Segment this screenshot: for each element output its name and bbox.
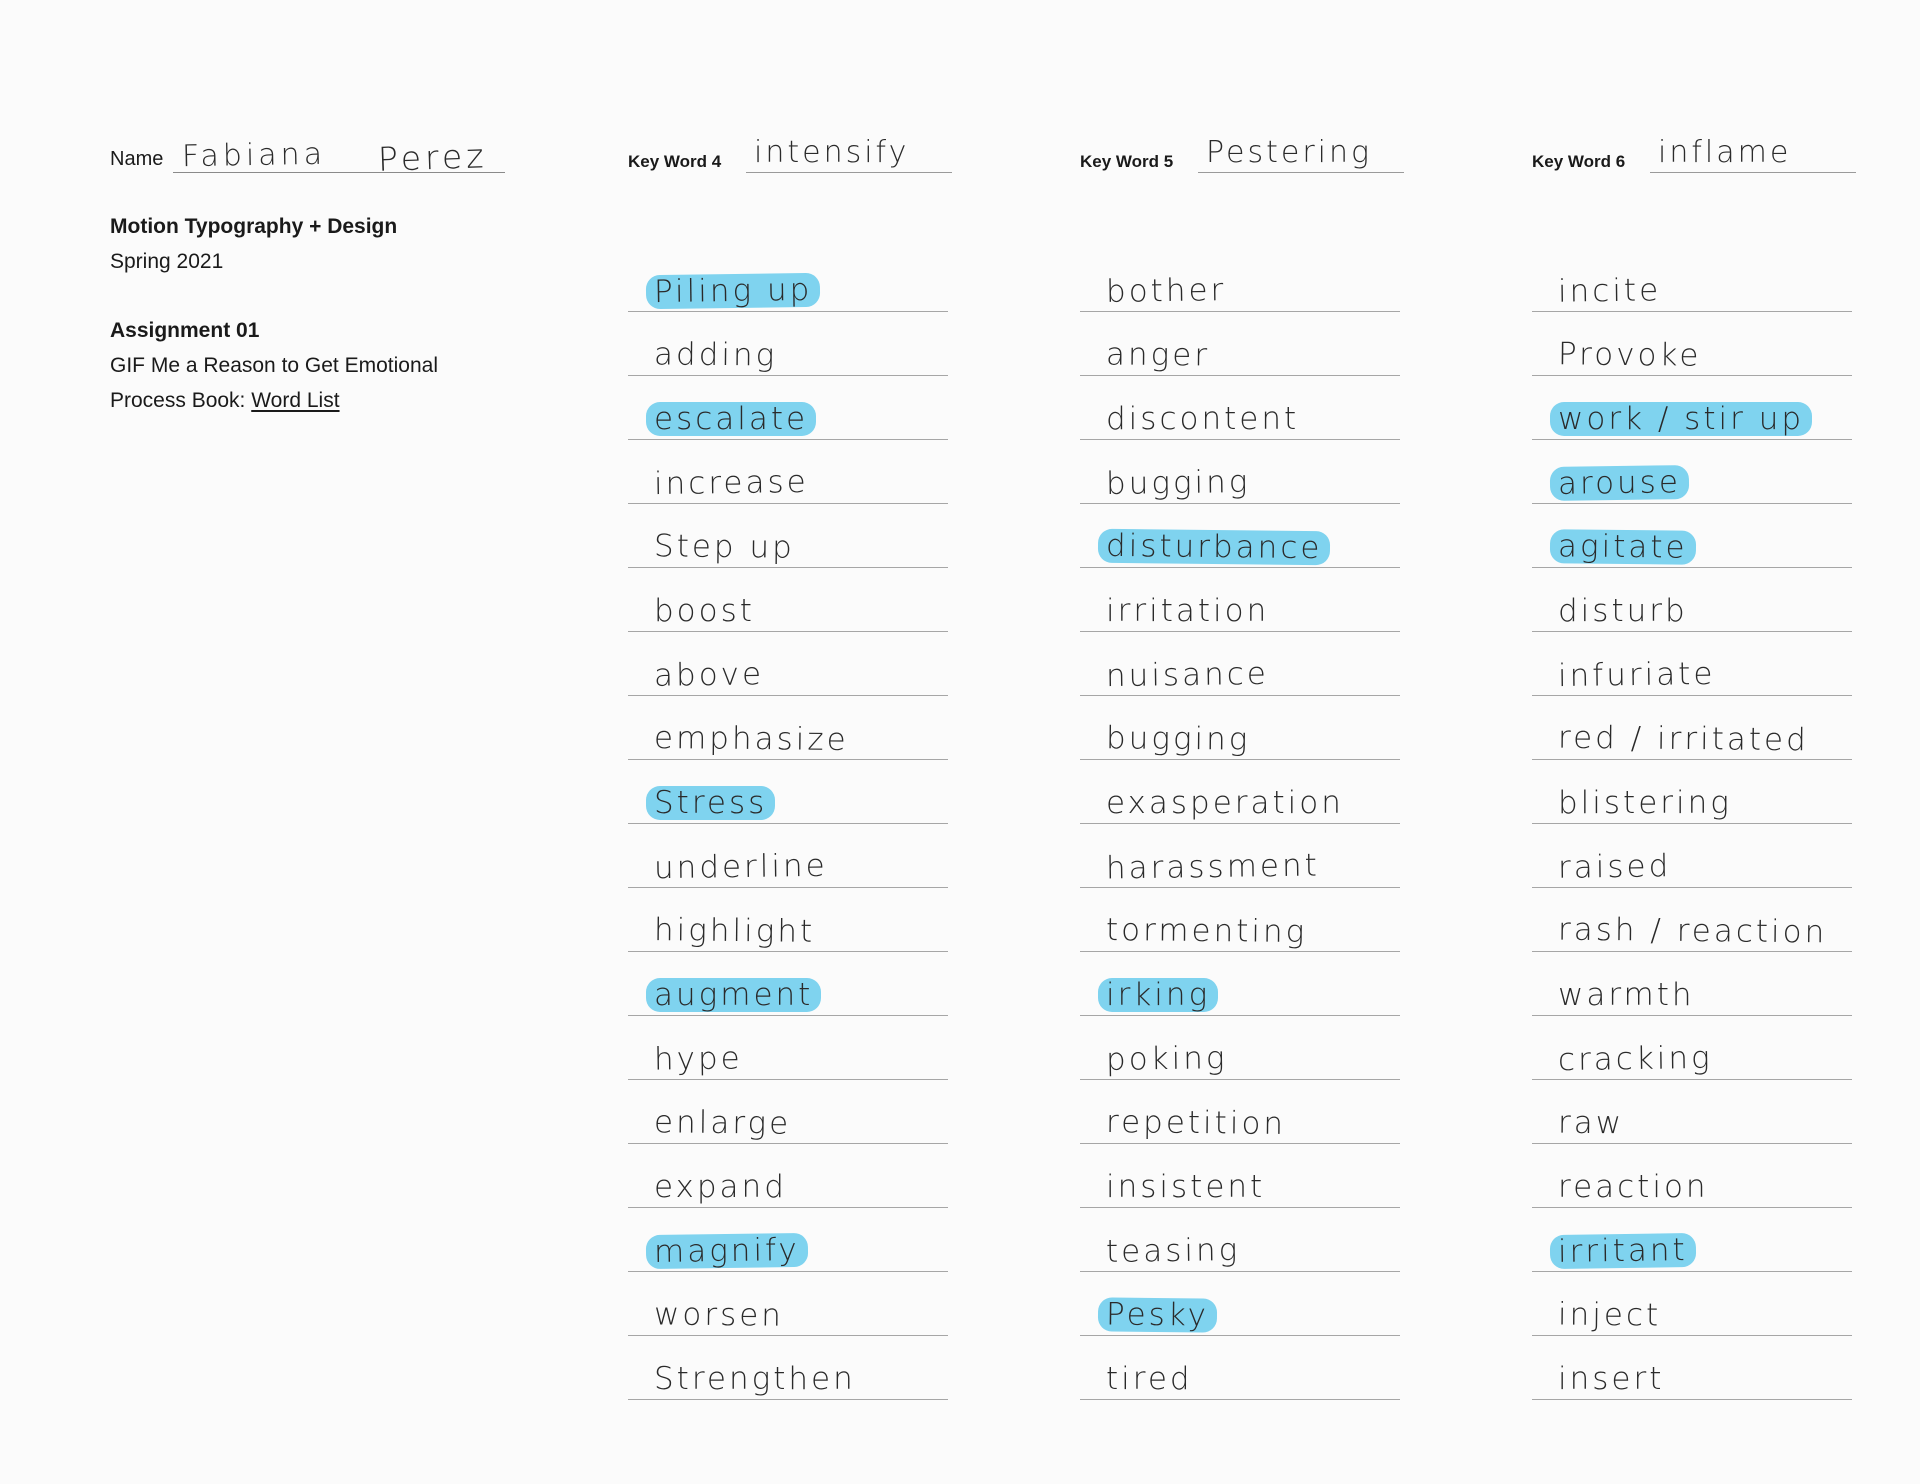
- word-row: [1532, 704, 1852, 768]
- handwritten-first-name: Fabiana: [181, 136, 327, 175]
- highlighted-word: agitate: [1550, 529, 1696, 565]
- highlighted-word: disturbance: [1098, 529, 1331, 565]
- word-row: [628, 704, 948, 768]
- word-row: [1532, 1088, 1852, 1152]
- word: red / irritated: [1557, 719, 1809, 759]
- word-row: [628, 384, 948, 448]
- handwritten-last-name: Perez: [377, 136, 489, 179]
- word-row: [1080, 384, 1400, 448]
- word-row: [628, 1024, 948, 1088]
- keyword-column-6: [1532, 0, 1852, 1484]
- word: enlarge: [653, 1104, 792, 1142]
- word: warmth: [1558, 977, 1695, 1013]
- word-row: [1532, 1024, 1852, 1088]
- keyword-label: Key Word 4: [628, 152, 722, 171]
- word: cracking: [1557, 1039, 1713, 1079]
- process-book-prefix: Process Book:: [110, 389, 252, 412]
- word-row: [1532, 640, 1852, 704]
- word: harassment: [1105, 847, 1321, 887]
- keyword-underline: [1198, 172, 1404, 173]
- assignment-title: GIF Me a Reason to Get Emotional: [110, 354, 438, 377]
- word-row: [1080, 640, 1400, 704]
- keyword-underline: [746, 172, 952, 173]
- word-row: [1080, 1280, 1400, 1344]
- word: repetition: [1105, 1104, 1287, 1142]
- word: irritation: [1106, 593, 1270, 629]
- keyword-underline: [1650, 172, 1856, 173]
- word-row: [1080, 832, 1400, 896]
- word-row: [628, 832, 948, 896]
- highlighted-word: augment: [646, 978, 821, 1012]
- word: infuriate: [1557, 655, 1716, 695]
- word-row: [1532, 320, 1852, 384]
- highlighted-word: Pesky: [1098, 1297, 1217, 1332]
- keyword-label: Key Word 5: [1080, 152, 1174, 171]
- word-row: [1532, 256, 1852, 320]
- word: bother: [1105, 272, 1227, 310]
- word-row: [1080, 320, 1400, 384]
- highlighted-word: irking: [1098, 978, 1218, 1012]
- assignment-number: Assignment 01: [110, 319, 260, 342]
- keyword-handwritten-value: inflame: [1658, 135, 1792, 170]
- word-row: [1080, 1344, 1400, 1408]
- word: teasing: [1105, 1232, 1241, 1270]
- word: hype: [653, 1040, 743, 1078]
- keyword-label: Key Word 6: [1532, 152, 1626, 171]
- highlighted-word: arouse: [1550, 465, 1689, 501]
- word: boost: [654, 593, 755, 629]
- word: reaction: [1558, 1169, 1709, 1205]
- highlighted-word: Stress: [646, 786, 775, 820]
- word: underline: [653, 847, 828, 887]
- word-row: [1532, 1216, 1852, 1280]
- word-row: [628, 1280, 948, 1344]
- word-row: [1532, 448, 1852, 512]
- word: increase: [653, 463, 809, 503]
- word-list-underlined-text: Word List: [251, 389, 340, 412]
- word-row: [1532, 768, 1852, 832]
- word-row: [1532, 960, 1852, 1024]
- word: rash / reaction: [1557, 911, 1828, 951]
- word-row: [1532, 832, 1852, 896]
- word-row: [628, 512, 948, 576]
- word-row: [628, 1344, 948, 1408]
- word-row: [628, 448, 948, 512]
- word: adding: [653, 336, 778, 374]
- course-title: Motion Typography + Design: [110, 215, 398, 238]
- word: bugging: [1105, 463, 1251, 503]
- word-row: [1080, 256, 1400, 320]
- highlighted-word: magnify: [646, 1233, 808, 1269]
- word: poking: [1105, 1040, 1228, 1078]
- word: worsen: [653, 1296, 785, 1334]
- word-row: [1080, 960, 1400, 1024]
- word: expand: [654, 1169, 787, 1205]
- keyword-handwritten-value: intensify: [754, 135, 910, 170]
- word-row: [1080, 448, 1400, 512]
- word: Step up: [653, 528, 795, 566]
- word-row: [1532, 896, 1852, 960]
- word-list: [1080, 256, 1400, 1408]
- word: emphasize: [653, 719, 849, 759]
- word: blistering: [1558, 785, 1732, 821]
- word-row: [1080, 1216, 1400, 1280]
- word-list: [628, 256, 948, 1408]
- highlighted-word: work / stir up: [1550, 402, 1812, 436]
- word-row: [1080, 1152, 1400, 1216]
- word: insert: [1558, 1361, 1665, 1397]
- highlighted-word: Piling up: [646, 273, 821, 309]
- word: disturb: [1558, 593, 1688, 629]
- word-row: [628, 896, 948, 960]
- name-field: [110, 136, 505, 179]
- word: bugging: [1105, 720, 1251, 758]
- word-row: [1532, 384, 1852, 448]
- word: tired: [1106, 1361, 1193, 1397]
- word-row: [628, 576, 948, 640]
- word: inject: [1557, 1296, 1662, 1334]
- word: insistent: [1106, 1169, 1266, 1205]
- keyword-column-5: [1080, 0, 1400, 1484]
- word-row: [1080, 576, 1400, 640]
- highlighted-word: irritant: [1550, 1233, 1696, 1269]
- word-list: [1532, 256, 1852, 1408]
- word: above: [653, 656, 765, 694]
- word-row: [628, 1152, 948, 1216]
- word-row: [1532, 1152, 1852, 1216]
- keyword-column-4: [628, 0, 948, 1484]
- course-term: Spring 2021: [110, 250, 224, 273]
- word: highlight: [653, 912, 816, 950]
- name-label: Name: [110, 148, 164, 170]
- word-row: [1080, 512, 1400, 576]
- word-row: [1080, 1088, 1400, 1152]
- word: discontent: [1106, 401, 1300, 437]
- word-row: [1080, 704, 1400, 768]
- keyword-handwritten-value: Pestering: [1206, 135, 1373, 170]
- highlighted-word: escalate: [646, 402, 816, 436]
- word-row: [628, 640, 948, 704]
- word-row: [1080, 1024, 1400, 1088]
- word: tormenting: [1105, 911, 1308, 951]
- word-row: [1080, 768, 1400, 832]
- word: Provoke: [1557, 336, 1702, 374]
- word: incite: [1557, 272, 1662, 310]
- word-row: [628, 320, 948, 384]
- word: raw: [1557, 1104, 1625, 1142]
- word-row: [628, 1088, 948, 1152]
- word-row: [628, 1216, 948, 1280]
- word: Strengthen: [654, 1361, 856, 1397]
- word-row: [1532, 512, 1852, 576]
- word-row: [1532, 576, 1852, 640]
- word: nuisance: [1105, 655, 1270, 695]
- word: exasperation: [1106, 785, 1344, 821]
- word-row: [628, 768, 948, 832]
- word-row: [1080, 896, 1400, 960]
- word-row: [1532, 1344, 1852, 1408]
- word-row: [628, 960, 948, 1024]
- word: anger: [1105, 336, 1211, 374]
- word: raised: [1557, 848, 1672, 886]
- word-row: [628, 256, 948, 320]
- word-row: [1532, 1280, 1852, 1344]
- process-book-line: [110, 389, 340, 413]
